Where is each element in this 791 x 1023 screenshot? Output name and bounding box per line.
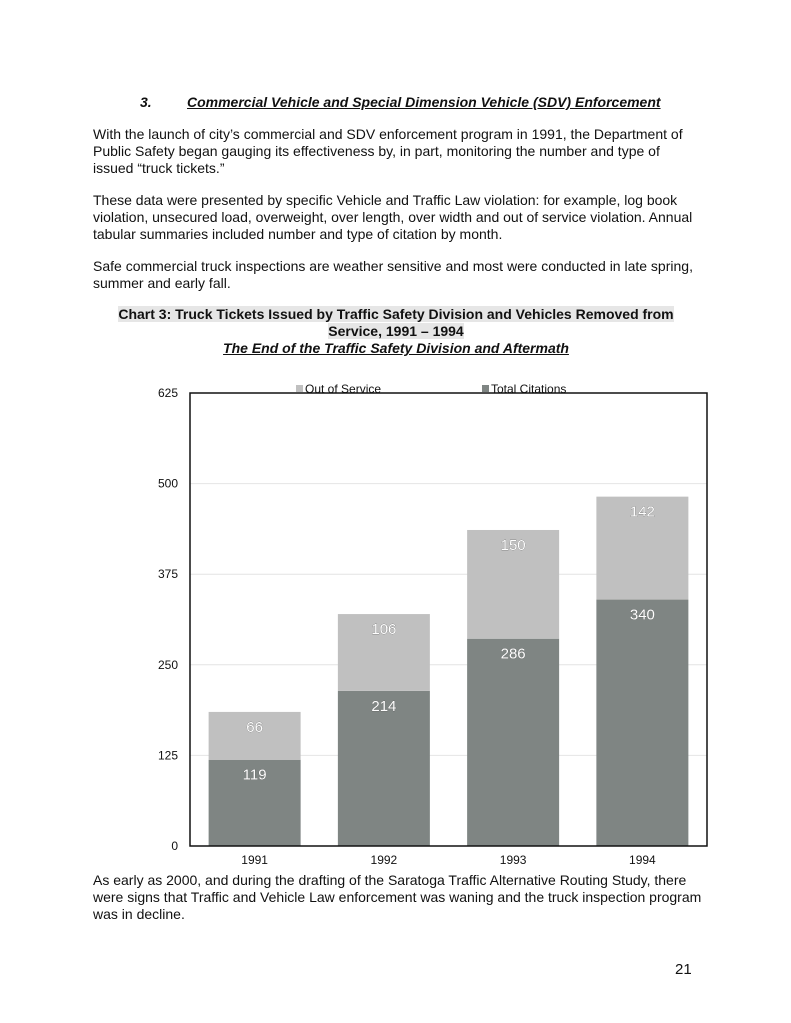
x-tick-label: 1991	[241, 853, 268, 867]
section-number: 3.	[140, 94, 152, 110]
chart-title: Chart 3: Truck Tickets Issued by Traffic Safety Division and Vehicles Removed from Service, 1991 – 1994	[118, 306, 674, 339]
y-tick-label: 625	[157, 386, 178, 400]
y-tick-label: 125	[157, 748, 178, 763]
x-tick-label: 1992	[370, 853, 398, 867]
legend-label: Total Citations	[491, 382, 567, 396]
bars	[209, 497, 689, 846]
section-title: Commercial Vehicle and Special Dimension Vehicle (SDV) Enforcement	[187, 94, 661, 110]
data-label: 119	[242, 766, 267, 784]
data-label: 214	[371, 697, 397, 715]
bar-total-citations	[467, 639, 559, 846]
legend-label: Out of Service	[305, 382, 382, 396]
paragraph-intro: With the launch of city’s commercial and SDV enforcement program in 1991, the Department of Public Safety began gauging its effectiveness by, in part, monitoring the number and type of issued “truck tickets.”	[93, 126, 683, 176]
y-tick-label: 250	[157, 657, 178, 672]
data-label: 66	[246, 718, 263, 736]
x-tick-label: 1993	[499, 853, 527, 867]
legend	[296, 382, 566, 396]
data-label: 340	[629, 606, 655, 624]
x-axis-ticks	[241, 853, 656, 867]
data-label: 142	[629, 503, 655, 521]
paragraph-weather: Safe commercial truck inspections are weather sensitive and most were conducted in late spring, summer and early fall.	[93, 258, 693, 291]
x-tick-label: 1994	[629, 853, 656, 867]
page-number: 21	[675, 961, 692, 978]
data-label: 106	[371, 621, 397, 639]
y-tick-label: 500	[157, 476, 178, 491]
y-tick-label: 375	[157, 567, 178, 582]
legend-swatch	[296, 385, 303, 392]
chart-subtitle: The End of the Traffic Safety Division and Aftermath	[223, 340, 569, 356]
data-labels	[243, 504, 655, 784]
paragraph-decline: As early as 2000, and during the drafting of the Saratoga Traffic Alternative Routing Study, there were signs that Traffic and Vehicle Law enforcement was waning and the truck inspection program was in decline.	[93, 872, 702, 922]
legend-swatch	[482, 385, 489, 392]
y-tick-label: 0	[171, 839, 178, 853]
data-label: 150	[500, 536, 526, 554]
bar-total-citations	[596, 600, 688, 846]
paragraph-data: These data were presented by specific Vehicle and Traffic Law violation: for example, log book violation, unsecured load, overweight, over length, over width and out of service violation. Annual tabular summaries included number and type of citation by month.	[93, 192, 693, 242]
data-label: 286	[500, 645, 526, 663]
y-axis-ticks	[158, 386, 178, 853]
